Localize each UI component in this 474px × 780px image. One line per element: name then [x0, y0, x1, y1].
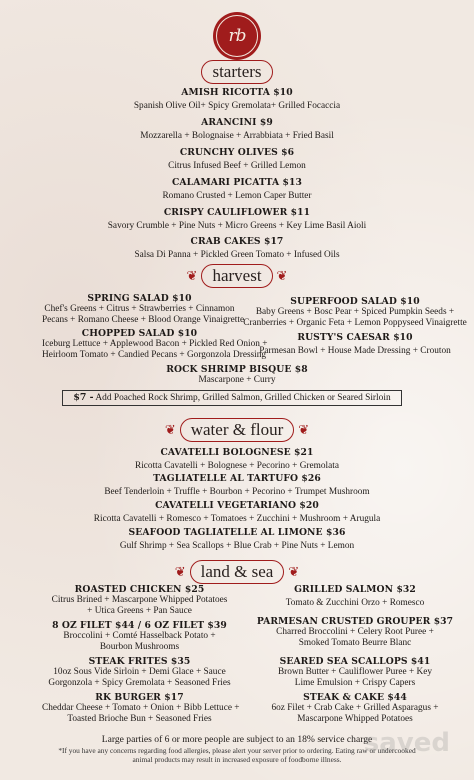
menu-item [42, 584, 237, 616]
harvest-title: harvest [201, 264, 272, 288]
harvest-header [0, 264, 474, 288]
item-desc: Mozzarella + Bolognaise + Arrabbiata + Fried Basil [140, 131, 334, 141]
menu-item [240, 296, 470, 328]
item-desc: Charred Broccolini + Celery Root Puree + [276, 627, 434, 637]
menu-item [0, 207, 474, 232]
item-name: SPRING SALAD $10 [87, 293, 192, 304]
item-name: GRILLED SALMON $32 [294, 584, 416, 595]
item-desc: Ricotta Cavatelli + Bolognese + Pecorino + Gremolata [135, 461, 339, 471]
menu-item [240, 656, 470, 688]
allergy-line: *If you have any concerns regarding food allergies, please alert your server prior to ordering. Eating raw or undercooked [58, 746, 416, 755]
menu-item [42, 692, 240, 724]
item-desc: Smoked Tomato Beurre Blanc [298, 637, 412, 648]
menu-item [0, 500, 474, 525]
item-desc: Pecans + Romano Cheese + Blood Orange Vinaigrette [42, 314, 245, 325]
menu-item [240, 332, 470, 357]
item-name: STEAK FRITES $35 [88, 656, 191, 667]
laurel-left-icon: ❦ [164, 422, 176, 438]
land-sea-header [0, 560, 474, 584]
starters-title: starters [201, 60, 272, 84]
laurel-left-icon: ❦ [186, 268, 198, 284]
item-desc: Iceburg Lettuce + Applewood Bacon + Pickled Red Onion + [42, 339, 268, 349]
item-name: PARMESAN CRUSTED GROUPER $37 [256, 616, 454, 627]
item-desc: Lime Emulsion + Crispy Capers [294, 677, 416, 688]
item-name: CAVATELLI BOLOGNESE $21 [160, 447, 314, 458]
menu-item [240, 616, 470, 648]
item-desc: Tomato & Zucchini Orzo + Romesco [285, 598, 425, 608]
item-name: 8 OZ FILET $44 / 6 OZ FILET $39 [52, 620, 227, 631]
item-name: ROASTED CHICKEN $25 [74, 584, 205, 595]
item-desc: Cheddar Cheese + Tomato + Onion + Bibb Lettuce + [42, 703, 240, 713]
item-desc: Bourbon Mushrooms [99, 641, 180, 652]
item-name: CRISPY CAULIFLOWER $11 [163, 207, 311, 218]
item-desc: + Utica Greens + Pan Sauce [87, 605, 192, 616]
item-desc: Romano Crusted + Lemon Caper Butter [162, 191, 312, 201]
restaurant-logo [213, 12, 261, 60]
laurel-right-icon: ❦ [298, 422, 310, 438]
item-name: CRUNCHY OLIVES $6 [179, 147, 295, 158]
item-desc: Brown Butter + Cauliflower Puree + Key [277, 667, 433, 677]
menu-item [0, 117, 474, 142]
item-name: CALAMARI PICATTA $13 [172, 177, 302, 188]
item-desc: Broccolini + Comté Hasselback Potato + [63, 631, 216, 641]
item-desc: Mascarpone Whipped Potatoes [297, 713, 413, 724]
item-name: CHOPPED SALAD $10 [81, 328, 198, 339]
item-desc: Savory Crumble + Pine Nuts + Micro Greens + Key Lime Basil Aioli [107, 221, 367, 231]
menu-item [0, 147, 474, 172]
item-name: CRAB CAKES $17 [190, 236, 284, 247]
item-desc: Baby Greens + Bosc Pear + Spiced Pumpkin Seeds + [255, 307, 455, 317]
addon-box [62, 390, 402, 406]
item-desc: 10oz Sous Vide Sirloin + Demi Glace + Sauce [53, 667, 226, 677]
service-charge-note: Large parties of 6 or more people are subject to an 18% service charge [101, 734, 373, 745]
laurel-left-icon: ❦ [174, 564, 186, 580]
water-flour-title: water & flour [180, 418, 295, 442]
item-name: SUPERFOOD SALAD $10 [290, 296, 420, 307]
item-desc: Beef Tenderloin + Truffle + Bourbon + Pecorino + Trumpet Mushroom [104, 487, 370, 497]
item-desc: Gulf Shrimp + Sea Scallops + Blue Crab + Pine Nuts + Lemon [119, 541, 355, 551]
menu-item [42, 328, 268, 360]
water-flour-header [0, 418, 474, 442]
menu-item [0, 87, 474, 112]
allergy-line: animal products may result in increased exposure of foodborne illness. [132, 755, 342, 764]
item-desc: Heirloom Tomato + Candied Pecans + Gorgonzola Dressing [42, 349, 267, 360]
item-name: RK BURGER $17 [95, 692, 184, 703]
addon-price: $7 - [73, 392, 94, 403]
starters-header [0, 60, 474, 84]
laurel-right-icon: ❦ [276, 268, 288, 284]
item-desc: Gorgonzola + Spicy Gremolata + Seasoned Fries [48, 677, 231, 688]
item-desc: Chef's Greens + Citrus + Strawberries + Cinnamon [44, 304, 235, 314]
item-name: STEAK & CAKE $44 [303, 692, 407, 703]
logo-monogram: rb [216, 15, 258, 57]
land-sea-title: land & sea [190, 560, 285, 584]
watermark-text: saved [363, 728, 450, 758]
item-name: ROCK SHRIMP BISQUE $8 [166, 364, 308, 375]
item-desc: Ricotta Cavatelli + Romesco + Tomatoes + Zucchini + Mushroom + Arugula [93, 514, 381, 524]
item-name: AMISH RICOTTA $10 [181, 87, 293, 98]
item-name: CAVATELLI VEGETARIANO $20 [155, 500, 319, 511]
menu-item [42, 656, 237, 688]
menu-item [42, 293, 245, 325]
item-desc: Cranberries + Organic Feta + Lemon Poppyseed Vinaigrette [243, 317, 467, 328]
menu-item [0, 447, 474, 472]
menu-item [0, 236, 474, 261]
item-desc: Citrus Infused Beef + Grilled Lemon [168, 161, 306, 171]
item-desc: Salsa Di Panna + Pickled Green Tomato + Infused Oils [134, 250, 340, 260]
menu-item [42, 620, 237, 652]
menu-item [240, 692, 470, 724]
menu-item [0, 177, 474, 202]
item-name: TAGLIATELLE AL TARTUFO $26 [153, 473, 321, 484]
menu-item [0, 527, 474, 552]
laurel-right-icon: ❦ [288, 564, 300, 580]
menu-item [0, 364, 474, 386]
item-desc: Parmesan Bowl + House Made Dressing + Crouton [259, 346, 451, 356]
item-name: ARANCINI $9 [201, 117, 273, 128]
item-desc: Spanish Olive Oil+ Spicy Gremolata+ Grilled Focaccia [133, 101, 341, 111]
item-name: SEAFOOD TAGLIATELLE AL LIMONE $36 [128, 527, 346, 538]
addon-text: Add Poached Rock Shrimp, Grilled Salmon, Grilled Chicken or Seared Sirloin [95, 393, 391, 403]
menu-item [0, 473, 474, 498]
item-name: RUSTY'S CAESAR $10 [297, 332, 413, 343]
menu-item [240, 584, 470, 609]
item-desc: Citrus Brined + Mascarpone Whipped Potatoes [51, 595, 228, 605]
item-desc: Toasted Brioche Bun + Seasoned Fries [67, 713, 212, 724]
item-desc: 6oz Filet + Crab Cake + Grilled Asparagus + [271, 703, 439, 713]
item-desc: Mascarpone + Curry [198, 375, 276, 385]
item-name: SEARED SEA SCALLOPS $41 [279, 656, 431, 667]
